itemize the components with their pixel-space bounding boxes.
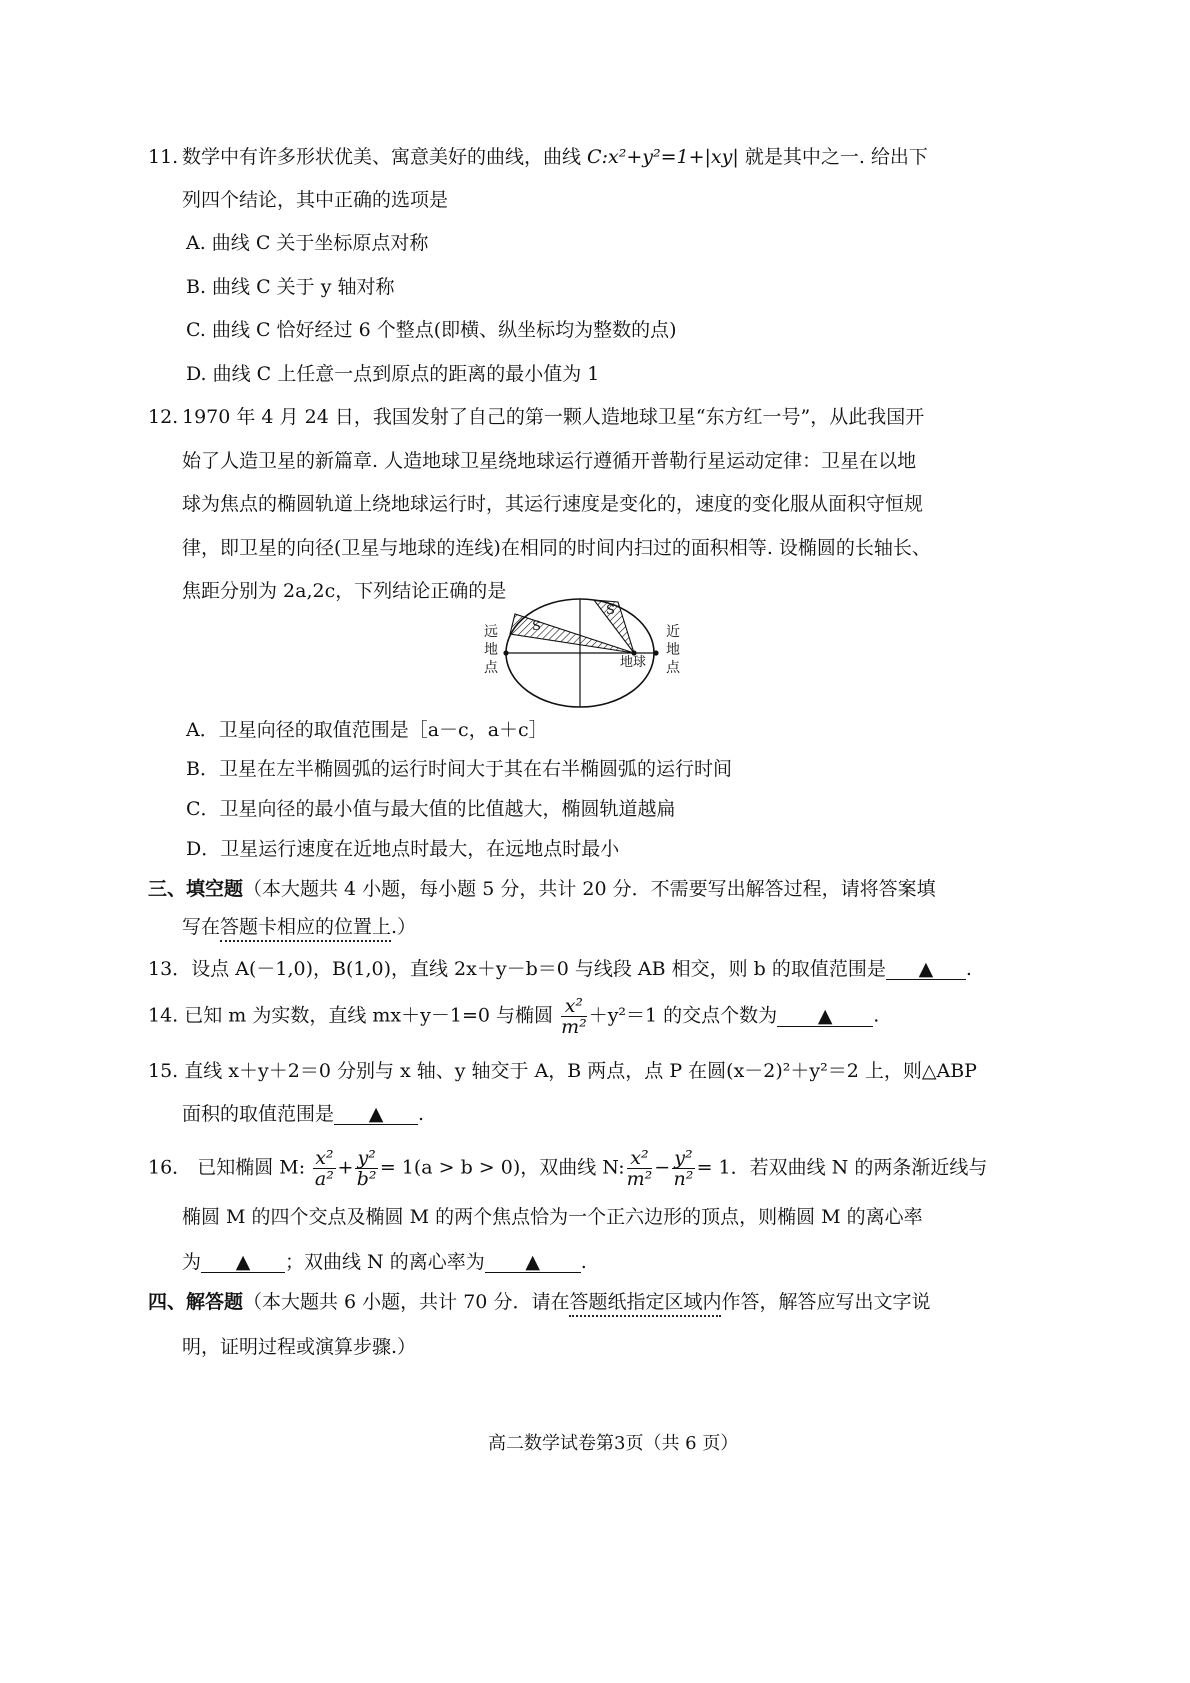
answer-blank-2: ▲ [485, 1252, 581, 1273]
curve-formula: C:x²+y²=1+|xy| [587, 146, 739, 168]
question-text: 已知椭圆 M: [197, 1156, 306, 1179]
answer-blank: ▲ [777, 1006, 873, 1027]
section-description: （本大题共 4 小题，每小题 5 分，共计 20 分．不需要写出解答过程，请将答案填 [243, 878, 936, 900]
question-number: 12. [148, 406, 179, 428]
option-b: B．卫星在左半椭圆弧的运行时间大于其在右半椭圆弧的运行时间 [186, 758, 732, 780]
option-c: C．卫星向径的最小值与最大值的比值越大，椭圆轨道越扁 [186, 798, 676, 820]
question-stem-line: 数学中有许多形状优美、寓意美好的曲线，曲线 C:x²+y²=1+|xy| 就是其中之一. 给出下 [182, 146, 928, 168]
page-footer: 高二数学试卷第3页（共 6 页） [488, 1433, 739, 1454]
answer-blank: ▲ [886, 959, 966, 980]
near-label-3: 点 [666, 660, 680, 676]
question-text: 已知 m 为实数，直线 mx＋y－1=0 与椭圆 [184, 1004, 554, 1027]
fraction: $\frac{\text{x²}}{\text{m²}}$ [626, 1147, 653, 1190]
far-label-3: 点 [484, 660, 498, 676]
section-description: 明，证明过程或演算步骤.） [182, 1336, 417, 1358]
question-text: 椭圆 M 的四个交点及椭圆 M 的两个焦点恰为一个正六边形的顶点，则椭圆 M 的离心率 [182, 1206, 923, 1228]
fraction: $\frac{\text{y²}}{\text{b²}}$ [356, 1147, 377, 1190]
option-a: A. 曲线 C 关于坐标原点对称 [186, 232, 429, 254]
question-number: 11. [148, 146, 179, 168]
question-number: 16． [148, 1156, 192, 1179]
question-stem-line: 始了人造卫星的新篇章. 人造地球卫星绕地球运行遵循开普勒行星运动定律：卫星在以地 [182, 450, 917, 472]
near-label-2: 地 [666, 642, 680, 658]
option-c: C. 曲线 C 恰好经过 6 个整点(即横、纵坐标均为整数的点) [186, 319, 677, 341]
question-14: 14. 已知 m 为实数，直线 mx＋y－1=0 与椭圆 $\frac{\text{x²}}{\text{m²}}$ ＋y²＝1 的交点个数为 ▲ . [148, 995, 880, 1038]
near-label-1: 近 [666, 624, 680, 640]
option-d: D. 曲线 C 上任意一点到原点的距离的最小值为 1 [186, 363, 600, 385]
question-text: 设点 A(－1,0)，B(1,0)，直线 2x＋y－b＝0 与线段 AB 相交，则 b 的取值范围是 [191, 958, 886, 980]
option-a: A．卫星向径的取值范围是［a－c，a＋c］ [186, 719, 548, 741]
question-stem-line: 列四个结论，其中正确的选项是 [182, 189, 449, 211]
emphasis-text: 答题卡相应的位置上 [220, 916, 391, 942]
question-stem-line: 1970 年 4 月 24 日，我国发射了自己的第一颗人造地球卫星“东方红一号”，从此我国开 [182, 406, 925, 428]
s-label-right: S [606, 603, 615, 618]
answer-blank: ▲ [334, 1104, 418, 1125]
question-number: 15. [148, 1060, 179, 1082]
question-number: 14. [148, 1004, 179, 1027]
option-b: B. 曲线 C 关于 y 轴对称 [186, 276, 395, 298]
question-stem-line: 球为焦点的椭圆轨道上绕地球运行时，其运行速度是变化的，速度的变化服从面积守恒规 [182, 493, 924, 515]
orbit-diagram [470, 603, 700, 722]
section-title: 三、填空题 [148, 878, 244, 900]
earth-label: 地球 [620, 655, 647, 670]
far-label-2: 地 [484, 642, 498, 658]
far-label-1: 远 [484, 624, 498, 640]
question-13: 13．设点 A(－1,0)，B(1,0)，直线 2x＋y－b＝0 与线段 AB 相交，则 b 的取值范围是 ▲ . [148, 958, 972, 980]
question-stem-line: 律，即卫星的向径(卫星与地球的连线)在相同的时间内扫过的面积相等. 设椭圆的长轴长、 [182, 537, 931, 559]
question-text: 直线 x＋y＋2＝0 分别与 x 轴、y 轴交于 A，B 两点，点 P 在圆(x－2)²＋y²＝2 上，则△ABP [184, 1060, 977, 1082]
fraction: $\frac{\text{y²}}{\text{n²}}$ [673, 1147, 694, 1190]
question-stem-line: 焦距分别为 2a,2c，下列结论正确的是 [182, 580, 507, 602]
near-point-dot [653, 650, 658, 655]
s-label-left: S [532, 619, 541, 634]
section-title: 四、解答题 [148, 1291, 244, 1313]
far-point-dot [503, 650, 508, 655]
answer-blank-1: ▲ [201, 1252, 285, 1273]
emphasis-text: 答题纸指定区域内 [569, 1291, 721, 1317]
option-d: D．卫星运行速度在近地点时最大，在远地点时最小 [186, 838, 620, 860]
question-number: 13． [148, 958, 192, 980]
fraction: $\frac{\text{x²}}{\text{a²}}$ [314, 1147, 334, 1190]
fraction: $\frac{\text{x²}}{\text{m²}}$ [561, 995, 587, 1038]
